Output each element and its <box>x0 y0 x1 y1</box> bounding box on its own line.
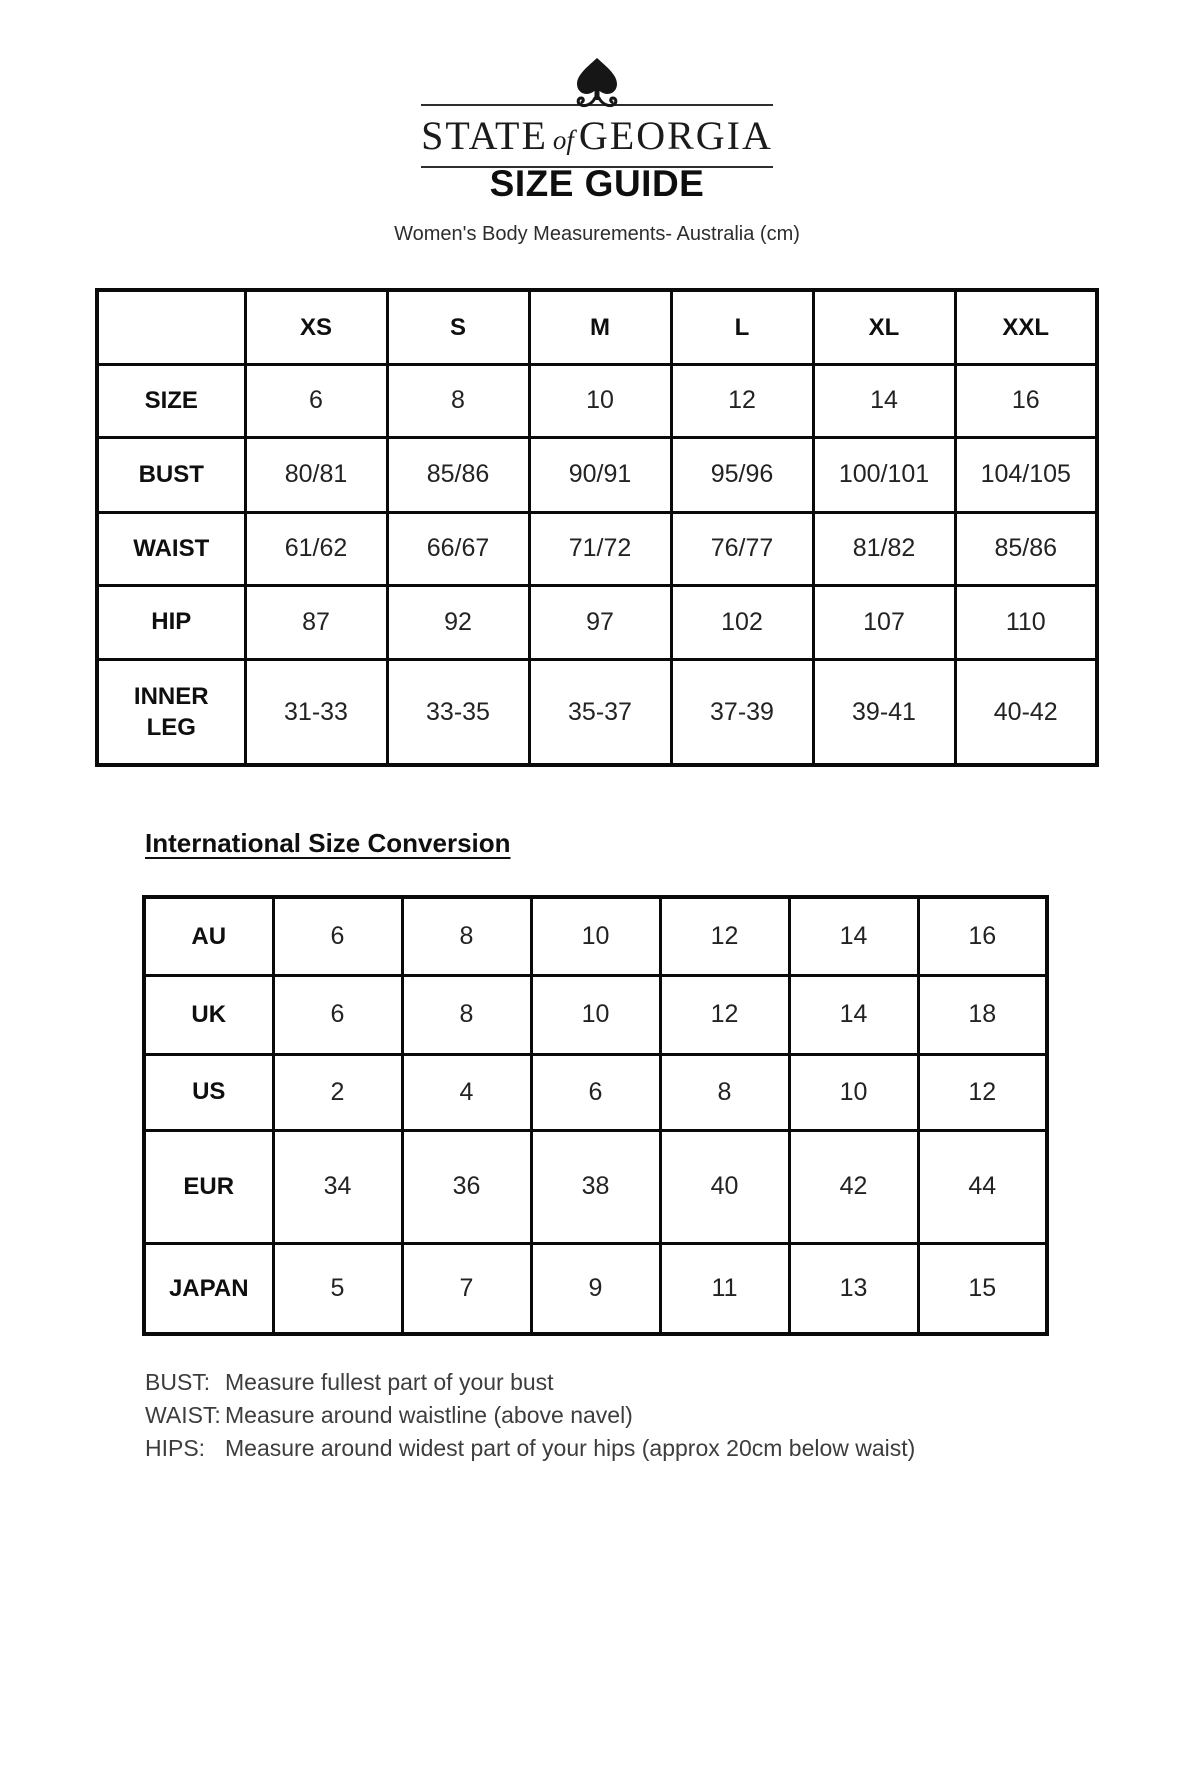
value-cell: 11 <box>660 1243 789 1334</box>
size-col-header: XL <box>813 290 955 364</box>
table-row-hip <box>97 585 1097 659</box>
note-text: Measure fullest part of your bust <box>225 1369 554 1395</box>
table-row-au <box>144 897 1047 975</box>
table-row-size <box>97 364 1097 437</box>
value-cell: 10 <box>529 364 671 437</box>
conversion-table <box>142 895 1049 1336</box>
note-text: Measure around widest part of your hips (approx 20cm below waist) <box>225 1435 916 1461</box>
size-col-header: L <box>671 290 813 364</box>
table-row-eur <box>144 1130 1047 1243</box>
value-cell: 14 <box>789 897 918 975</box>
value-cell: 5 <box>273 1243 402 1334</box>
value-cell: 6 <box>531 1054 660 1130</box>
value-cell: 18 <box>918 975 1047 1054</box>
value-cell: 71/72 <box>529 512 671 585</box>
measurements-header-row <box>97 290 1097 364</box>
value-cell: 8 <box>660 1054 789 1130</box>
table-row-waist <box>97 512 1097 585</box>
note-label: HIPS: <box>145 1435 206 1461</box>
value-cell: 102 <box>671 585 813 659</box>
value-cell: 16 <box>918 897 1047 975</box>
value-cell: 14 <box>813 364 955 437</box>
value-cell: 35-37 <box>529 659 671 765</box>
value-cell: 90/91 <box>529 437 671 512</box>
value-cell: 100/101 <box>813 437 955 512</box>
value-cell: 6 <box>273 897 402 975</box>
brand-name <box>421 106 773 168</box>
value-cell: 8 <box>402 975 531 1054</box>
value-cell: 6 <box>245 364 387 437</box>
page-subtitle: Women's Body Measurements- Australia (cm) <box>394 223 800 245</box>
note-label: WAIST: <box>145 1402 221 1428</box>
value-cell: 12 <box>660 975 789 1054</box>
table-row-uk <box>144 975 1047 1054</box>
value-cell: 12 <box>660 897 789 975</box>
value-cell: 66/67 <box>387 512 529 585</box>
brand-name-prefix: STATE <box>421 113 548 158</box>
value-cell: 37-39 <box>671 659 813 765</box>
note-text: Measure around waistline (above navel) <box>225 1402 633 1428</box>
value-cell: 39-41 <box>813 659 955 765</box>
tree-icon <box>571 57 623 115</box>
value-cell: 12 <box>671 364 813 437</box>
value-cell: 104/105 <box>955 437 1097 512</box>
measurements-table <box>95 288 1099 767</box>
row-label: UK <box>144 975 273 1054</box>
value-cell: 42 <box>789 1130 918 1243</box>
size-col-header: M <box>529 290 671 364</box>
note-label: BUST: <box>145 1369 211 1395</box>
value-cell: 76/77 <box>671 512 813 585</box>
brand-name-of: of <box>552 125 574 155</box>
size-col-header: S <box>387 290 529 364</box>
size-col-header: XXL <box>955 290 1097 364</box>
row-label: AU <box>144 897 273 975</box>
value-cell: 6 <box>273 975 402 1054</box>
measuring-notes <box>145 1366 915 1465</box>
table-row-bust <box>97 437 1097 512</box>
value-cell: 110 <box>955 585 1097 659</box>
value-cell: 33-35 <box>387 659 529 765</box>
value-cell: 80/81 <box>245 437 387 512</box>
value-cell: 10 <box>789 1054 918 1130</box>
row-label: WAIST <box>97 512 245 585</box>
value-cell: 12 <box>918 1054 1047 1130</box>
value-cell: 81/82 <box>813 512 955 585</box>
value-cell: 16 <box>955 364 1097 437</box>
size-col-header: XS <box>245 290 387 364</box>
value-cell: 34 <box>273 1130 402 1243</box>
brand-name-suffix: GEORGIA <box>578 113 773 158</box>
value-cell: 4 <box>402 1054 531 1130</box>
page-title: SIZE GUIDE <box>489 163 705 204</box>
conversion-heading: International Size Conversion <box>145 828 511 858</box>
value-cell: 8 <box>402 897 531 975</box>
value-cell: 36 <box>402 1130 531 1243</box>
value-cell: 95/96 <box>671 437 813 512</box>
value-cell: 107 <box>813 585 955 659</box>
value-cell: 13 <box>789 1243 918 1334</box>
table-row-japan <box>144 1243 1047 1334</box>
value-cell: 44 <box>918 1130 1047 1243</box>
value-cell: 9 <box>531 1243 660 1334</box>
table-row-inner-leg <box>97 659 1097 765</box>
row-label: HIP <box>97 585 245 659</box>
value-cell: 31-33 <box>245 659 387 765</box>
value-cell: 15 <box>918 1243 1047 1334</box>
value-cell: 85/86 <box>955 512 1097 585</box>
table-row-us <box>144 1054 1047 1130</box>
value-cell: 40 <box>660 1130 789 1243</box>
value-cell: 2 <box>273 1054 402 1130</box>
value-cell: 61/62 <box>245 512 387 585</box>
value-cell: 38 <box>531 1130 660 1243</box>
row-label: EUR <box>144 1130 273 1243</box>
value-cell: 8 <box>387 364 529 437</box>
value-cell: 14 <box>789 975 918 1054</box>
row-label: JAPAN <box>144 1243 273 1334</box>
logo-top-rule <box>421 52 773 106</box>
note-bust <box>145 1366 915 1399</box>
row-label: US <box>144 1054 273 1130</box>
note-hips <box>145 1432 915 1465</box>
value-cell: 7 <box>402 1243 531 1334</box>
value-cell: 10 <box>531 975 660 1054</box>
value-cell: 97 <box>529 585 671 659</box>
brand-logo <box>421 52 773 168</box>
row-label: SIZE <box>97 364 245 437</box>
value-cell: 87 <box>245 585 387 659</box>
value-cell: 40-42 <box>955 659 1097 765</box>
corner-cell <box>97 290 245 364</box>
value-cell: 85/86 <box>387 437 529 512</box>
note-waist <box>145 1399 915 1432</box>
value-cell: 92 <box>387 585 529 659</box>
row-label: INNER LEG <box>97 659 245 765</box>
row-label: BUST <box>97 437 245 512</box>
value-cell: 10 <box>531 897 660 975</box>
